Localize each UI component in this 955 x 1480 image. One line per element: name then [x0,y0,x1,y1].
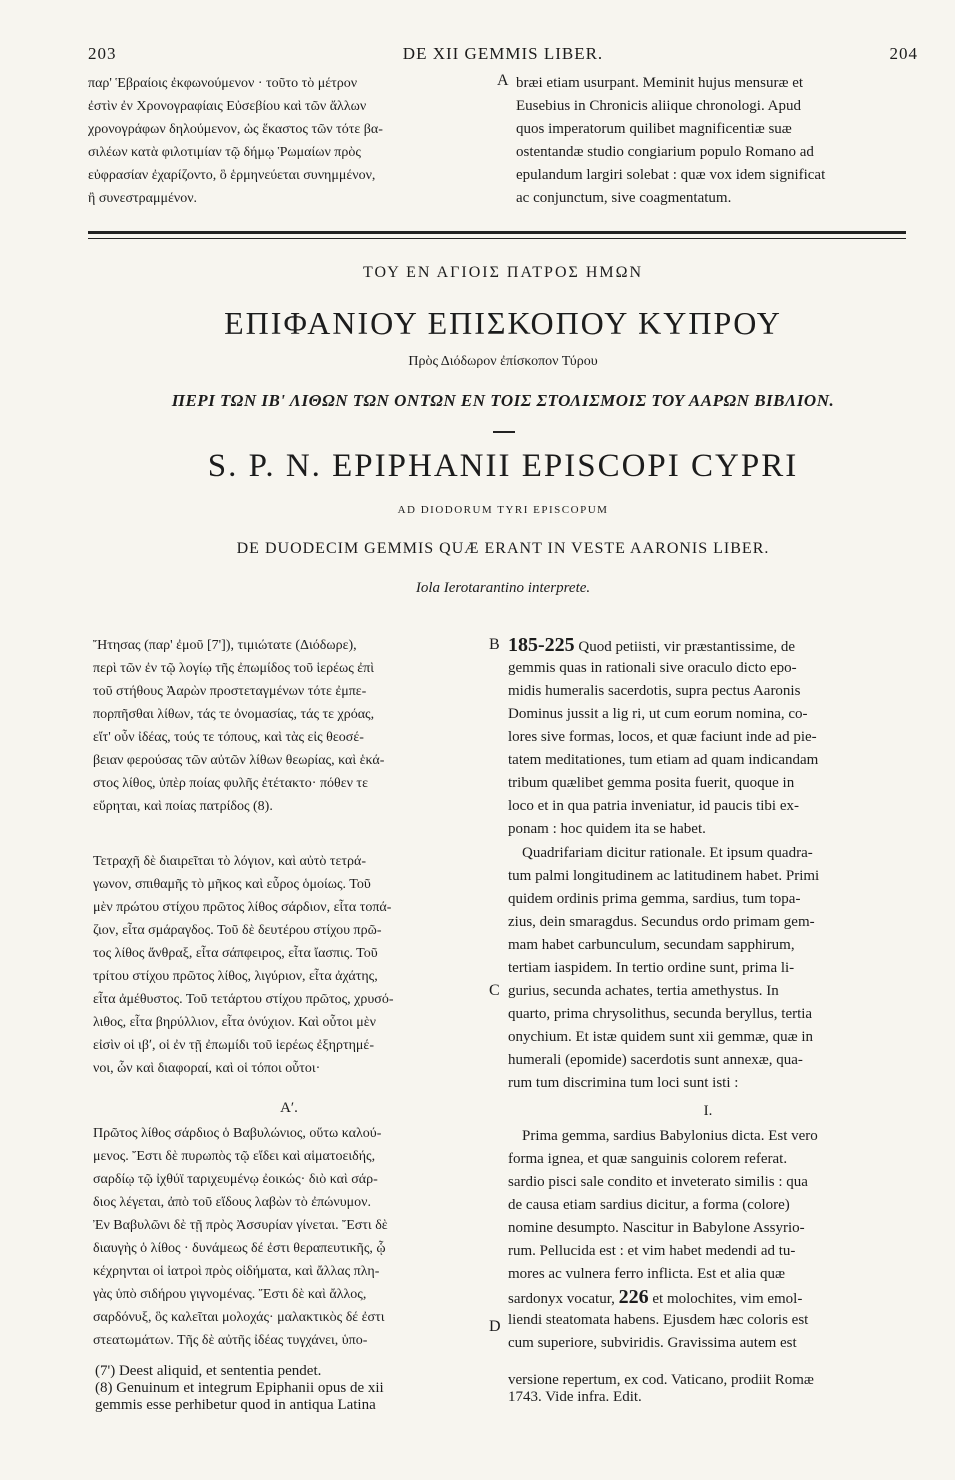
margin-marker-c: C [489,982,500,999]
divider-rule-thin [88,238,906,239]
text-line: τρίτου στίχου πρῶτος λίθος, λιγύριον, εἶτα ἀχάτης, [93,969,378,984]
text-line: ζιον, εἶτα σμάραγδος. Τοῦ δὲ δευτέρου στίχου πρῶ- [93,923,382,938]
column-number: 185-225 [508,634,575,656]
text-line: rum. Pellucida est : et vim habet medendi ad tu- [508,1243,796,1259]
text-line: διαυγὴς ὁ λίθος · δυνάμεως δέ ἐστι θεραπευτικῆς, ᾧ [93,1241,386,1256]
greek-paragraph-2 [93,850,485,1080]
greek-title-line1: ΤΟΥ ΕΝ ΑΓΙΟΙΣ ΠΑΤΡΟΣ ΗΜΩΝ [362,264,644,281]
text-line: tertiam iaspidem. In tertio ordine sunt, prima li- [508,960,795,976]
text-line: Quadrifariam dicitur rationale. Et ipsum quadra- [522,845,813,861]
footnote-line: versione repertum, ex cod. Vaticano, prodiit Romæ [508,1372,814,1388]
text-line: πορπῆσθαι λίθων, τάς τε ὀνομασίας, τάς τε χρόας, [93,707,375,722]
text-line: midis humeralis sacerdotis, supra pectus Aaronis [508,683,801,699]
text-line: διος λέγεται, ἀπὸ τοῦ εἴδους λαβὼν τὸ ἐπώνυμον. [93,1195,371,1210]
text-line: νοι, ὧν καὶ διαφοραί, καὶ οἱ τόποι οὗτοι· [93,1061,321,1076]
text-line: Πρῶτος λίθος σάρδιος ὁ Βαβυλώνιος, οὕτω καλού- [93,1126,382,1141]
latin-title-line2: AD DIODORUM TYRI EPISCOPUM [397,504,609,516]
text-line: rum tum discrimina tum loci sunt isti : [508,1075,739,1091]
margin-marker-d: D [489,1318,501,1335]
text-line: quos imperatorum quilibet magnificentiæ suæ [516,121,792,137]
footnote-line: (8) Genuinum et integrum Epiphanii opus de xii [95,1380,384,1396]
text-line: παρ' Ἑβραίοις ἐκφωνούμενον · τοῦτο τὸ μέτρον [88,76,358,91]
margin-marker-b: B [489,636,500,653]
footnote-line: (7') Deest aliquid, et sententia pendet. [95,1363,322,1379]
text-line: onychium. Et istæ quidem sunt xii gemmæ, quæ in [508,1029,814,1045]
footnotes-right [508,1372,908,1406]
text-line: nomine desumpto. Nascitur in Babylone Assyrio- [508,1220,805,1236]
greek-paragraph-1 [93,634,485,818]
column-number-2: 226 [618,1286,649,1308]
text-line: zius, dein smaragdus. Secundus ordo primam gem- [508,914,815,930]
text-line: χρονογράφων δηλούμενον, ὡς ἕκαστος τῶν τότε βα- [88,122,383,137]
running-head [88,44,918,66]
text-line: τοῦ στήθους Ἀαρὼν προστεταγμένων τότε ἐμπε- [93,684,367,699]
text-line: σαρδίῳ τῷ ἰχθύϊ ταριχευμένῳ ἐοικώς· διὸ καὶ σάρ- [93,1172,378,1187]
text-line: ostentandæ studio congiarium populo Romano ad [516,144,814,160]
text-line: tum palmi longitudinem ac latitudinem habet. Primi [508,868,820,884]
text-line: ἢ συνεστραμμένον. [88,191,198,206]
latin-paragraph-2 [508,842,913,1095]
text-line: τος λίθος ἄνθραξ, εἶτα σάπφειρος, εἶτα ἴασπις. Τοῦ [93,946,378,961]
text-line: gemmis quas in rationali sive oraculo dicto epo- [508,660,797,676]
latin-paragraph-1 [508,634,913,841]
text-line: Ἤτησας (παρ' ἐμοῦ [7']), τιμιώτατε (Διόδωρε), [93,638,357,653]
top-greek-column [88,72,480,210]
text-line: bræi etiam usurpant. Meminit hujus mensuræ et [516,75,804,91]
greek-title-line3: Πρὸς Διόδωρον ἐπίσκοπον Τύρου [408,354,598,369]
text-line: στος λίθος, ὑπὲρ ποίας φυλῆς ἐτέτακτο· πόθεν τε [93,776,368,791]
text-line: σιλέων κατὰ φιλοτιμίαν τῷ δήμῳ Ῥωμαίων πρὸς [88,145,361,160]
text-line: liendi steatomata habens. Ejusdem hæc coloris est [508,1312,809,1328]
latin-title-line4: Iola Ierotarantino interprete. [415,580,591,596]
text-line: Ἐν Βαβυλῶνι δὲ τῇ πρὸς Ἀσσυρίαν γίνεται. Ἔστι δὲ [93,1218,388,1233]
greek-title-line4: ΠΕΡΙ ΤΩΝ ΙΒʹ ΛΙΘΩΝ ΤΩΝ ΟΝΤΩΝ ΕΝ ΤΟΙΣ ΣΤΟΛΙΣΜΟΙΣ ΤΟΥ ΑΑΡΩΝ ΒΙΒΛΙΟΝ. [171,391,835,410]
text-line [508,1286,913,1309]
text-line: mores ac vulnera ferro inflicta. Est et alia quæ [508,1266,785,1282]
text-line: εἰσὶν οἱ ιβʹ, οἱ ἐν τῇ ἐπωμίδι τοῦ ἱερέως ἐξηρτημέ- [93,1038,374,1053]
text-line: quarto, prima chrysolithus, secunda beryllus, tertia [508,1006,813,1022]
greek-paragraph-3 [93,1122,485,1352]
text-line: εἴτ' οὖν ἰδέας, τούς τε τόπους, καὶ τὰς εἰς θεοσέ- [93,730,364,745]
text-line: εὕρηται, καὶ ποίας πατρίδος (8). [93,799,273,814]
title-dash [493,431,515,433]
page-number-right: 204 [889,44,918,63]
text-line: tribum quælibet gemma posita fuerit, quoque in [508,775,795,791]
text-line: περὶ τῶν ἐν τῷ λογίῳ τῆς ἐπωμίδος τοῦ ἱερέως ἐπὶ [93,661,374,676]
text-line: εἶτα ἀμέθυστος. Τοῦ τετάρτου στίχου πρῶτος, χρυσό- [93,992,394,1007]
text-line: quidem ordinis prima gemma, sardius, tum topa- [508,891,801,907]
footnote-line: gemmis esse perhibetur quod in antiqua Latina [95,1397,376,1413]
text-line: γωνον, σπιθαμῆς τὸ μῆκος καὶ εὖρος ὁμοίως. Τοῦ [93,877,371,892]
text-line: Τετραχῆ δὲ διαιρεῖται τὸ λόγιον, καὶ αὐτὸ τετρά- [93,854,366,869]
text-line: de causa etiam sardius dicitur, a forma (colore) [508,1197,790,1213]
text-line: gurius, secunda achates, tertia amethystus. In [508,983,779,999]
text-fragment: et molochites, vim emol- [652,1291,803,1307]
text-line: μὲν πρώτου στίχου πρῶτος λίθος σάρδιον, εἶτα τοπά- [93,900,392,915]
page-number-left: 203 [88,44,117,63]
text-line: βειαν φερούσας τῶν αὐτῶν λίθων θεωρίας, καὶ ἑκά- [93,753,385,768]
text-line: λιθος, εἶτα βηρύλλιον, εἶτα ὀνύχιον. Καὶ οὗτοι μὲν [93,1015,377,1030]
latin-paragraph-3 [508,1125,913,1355]
text-line: Dominus jussit a lig ri, ut cum eorum nomina, co- [508,706,808,722]
text-line: mam habet carbunculum, secundam sapphirum, [508,937,795,953]
text-line: Prima gemma, sardius Babylonius dicta. Est vero [522,1128,818,1144]
text-line: σαρδόνυξ, ὃς καλεῖται μολοχάς· μαλακτικὸς δέ ἐστι [93,1310,385,1325]
greek-title-line2: ΕΠΙΦΑΝΙΟΥ ΕΠΙΣΚΟΠΟΥ ΚΥΠΡΟΥ [224,305,782,341]
text-line: ponam : hoc quidem ita se habet. [508,821,706,837]
latin-title-line3: DE DUODECIM GEMMIS QUÆ ERANT IN VESTE AARONIS LIBER. [236,540,770,557]
text-line: Eusebius in Chronicis aliique chronologi. Apud [516,98,801,114]
text-line: lores sive formas, locos, et quæ faciunt inde ad pie- [508,729,817,745]
text-line: κέχρηνται οἱ ἰατροὶ πρὸς οἰδήματα, καὶ ἄλλας πλη- [93,1264,380,1279]
text-line: epulandum largiri solebat : quæ vox idem significat [516,167,826,183]
text-fragment: sardonyx vocatur, [508,1291,615,1307]
text-line: forma ignea, et quæ sanguinis colorem referat. [508,1151,788,1167]
footnote-line: 1743. Vide infra. Edit. [508,1389,642,1405]
text-line: loco et in qua patria inveniatur, id paucis tibi ex- [508,798,799,814]
footnotes-left [95,1363,480,1414]
text-line: εὐφρασίαν ἐχαρίζοντο, ὃ ἑρμηνεύεται συνημμένον, [88,168,376,183]
margin-marker-a: A [497,72,509,89]
text-line: humerali (epomide) sacerdotis sunt annexæ, qua- [508,1052,803,1068]
top-latin-column [516,72,916,210]
greek-section-heading: Αʹ. [280,1100,298,1116]
text-line [508,634,913,657]
text-fragment: Quod petiisti, vir præstantissime, de [578,639,796,655]
divider-rule [88,231,906,234]
running-title: DE XII GEMMIS LIBER. [402,44,604,63]
text-line: γὰς ὑπὸ σιδήρου γιγνομένας. Ἔστι δὲ καὶ ἄλλος, [93,1287,367,1302]
latin-section-heading: I. [703,1103,713,1119]
text-line: tatem meditationes, tum etiam ad quam indicandam [508,752,819,768]
latin-title-line1: S. P. N. EPIPHANII EPISCOPI CYPRI [207,448,799,484]
text-line: sardio pisci sale condito et inveterato similis : qua [508,1174,808,1190]
text-line: ac conjunctum, sive coagmentatum. [516,190,732,206]
text-line: ἐστὶν ἐν Χρονογραφίαις Εὐσεβίου καὶ τῶν ἄλλων [88,99,367,114]
text-line: στεατωμάτων. Τῆς δὲ αὐτῆς ἰδέας τυγχάνει, ὑπο- [93,1333,368,1348]
text-line: μενος. Ἔστι δὲ πυρωπὸς τῷ εἴδει καὶ αἱματοειδής, [93,1149,376,1164]
text-line: cum superiore, subviridis. Gravissima autem est [508,1335,797,1351]
